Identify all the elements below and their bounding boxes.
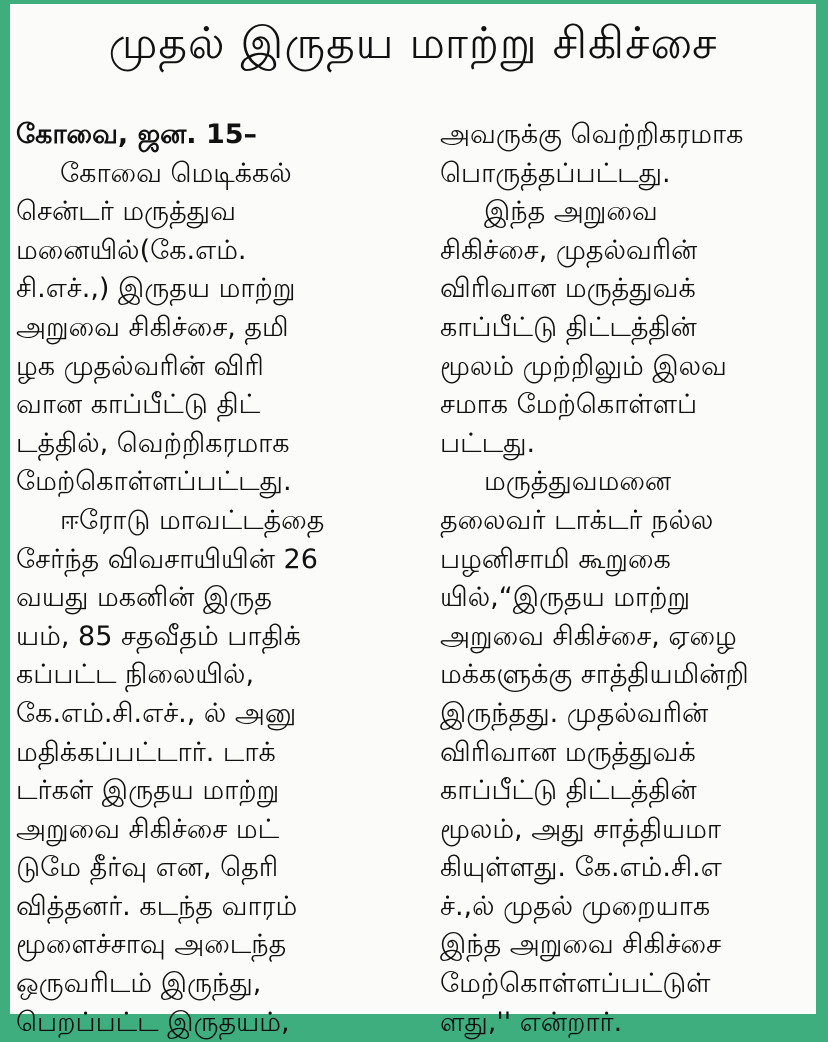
article-line: டர்கள் இருதய மாற்று bbox=[16, 775, 280, 807]
headline: முதல் இருதய மாற்று சிகிச்சை bbox=[108, 18, 718, 69]
article-line: விரிவான மருத்துவக் bbox=[440, 736, 696, 768]
article-line: சி.எச்.,) இருதய மாற்று bbox=[16, 273, 296, 305]
article-line: டத்தில், வெற்றிகரமாக bbox=[16, 427, 290, 459]
article-line: காப்பீட்டு திட்டத்தின் bbox=[440, 775, 697, 807]
article-line: ழக முதல்வரின் விரி bbox=[16, 350, 264, 382]
article-line: இந்த அறுவை bbox=[484, 196, 658, 228]
article-line: மேற்கொள்ளப்பட்டது. bbox=[16, 466, 292, 498]
article-line: அவருக்கு வெற்றிகரமாக bbox=[440, 119, 744, 150]
article-line: பட்டது. bbox=[440, 427, 536, 459]
article-line: இந்த அறுவை சிகிச்சை bbox=[440, 929, 722, 961]
article-line: மூலம், அது சாத்தியமா bbox=[440, 813, 721, 845]
newspaper-clipping bbox=[10, 4, 816, 1038]
article-line: காப்பீட்டு திட்டத்தின் bbox=[440, 311, 697, 343]
article-line: கியுள்ளது. கே.எம்.சி.எ bbox=[440, 852, 722, 884]
article-line: இருந்தது. முதல்வரின் bbox=[440, 697, 709, 729]
article-line: கோவை மெடிக்கல் bbox=[60, 157, 292, 189]
article-line: பழனிசாமி கூறுகை bbox=[440, 543, 671, 575]
article-line: கே.எம்.சி.எச்., ல் அனு bbox=[16, 697, 297, 729]
article-line: அறுவை சிகிச்சை, தமி bbox=[16, 311, 289, 343]
article-line: பொருத்தப்பட்டது. bbox=[440, 157, 671, 189]
article-line: அறுவை சிகிச்சை மட் bbox=[16, 813, 280, 845]
article-line: மருத்துவமனை bbox=[484, 466, 672, 498]
dateline: கோவை, ஜன. 15– bbox=[16, 119, 258, 150]
article-line: டுமே தீர்வு என, தெரி bbox=[16, 852, 279, 884]
article-line: மேற்கொள்ளப்பட்டுள் bbox=[440, 968, 711, 1000]
article-line: மூலம் முற்றிலும் இலவ bbox=[440, 350, 727, 382]
article-column-right bbox=[440, 116, 820, 1042]
article-line: மனையில்(கே.எம். bbox=[16, 234, 247, 266]
article-line: விரிவான மருத்துவக் bbox=[440, 273, 696, 305]
article-line: மதிக்கப்பட்டார். டாக் bbox=[16, 736, 276, 768]
article-line: வான காப்பீட்டு திட் bbox=[16, 389, 261, 421]
article-line: மூளைச்சாவு அடைந்த bbox=[16, 929, 287, 961]
article-line: பெறப்பட்ட இருதயம், bbox=[16, 1006, 290, 1038]
article-line: ஒருவரிடம் இருந்து, bbox=[16, 968, 262, 1000]
article-line: சேர்ந்த விவசாயியின் 26 bbox=[16, 543, 318, 575]
article-line: ஈரோடு மாவட்டத்தை bbox=[60, 504, 325, 536]
article-line: சென்டர் மருத்துவ bbox=[16, 196, 236, 228]
article-line: யில்,“இருதய மாற்று bbox=[440, 582, 691, 614]
article-line: மக்களுக்கு சாத்தியமின்றி bbox=[440, 659, 749, 691]
article-line: வயது மகனின் இருத bbox=[16, 582, 272, 614]
article-line: ச்.,ல் முதல் முறையாக bbox=[440, 890, 711, 922]
article-line: அறுவை சிகிச்சை, ஏழை bbox=[440, 620, 737, 652]
article-line: யம், 85 சதவீதம் பாதிக் bbox=[16, 620, 301, 652]
article-line: தலைவர் டாக்டர் நல்ல bbox=[440, 504, 714, 536]
article-line: சிகிச்சை, முதல்வரின் bbox=[440, 234, 698, 266]
article-line: கப்பட்ட நிலையில், bbox=[16, 659, 255, 691]
article-line: வித்தனர். கடந்த வாரம் bbox=[16, 890, 298, 922]
article-line: சமாக மேற்கொள்ளப் bbox=[440, 389, 698, 421]
article-column-left bbox=[16, 116, 411, 1042]
article-line: ளது,'' என்றார். bbox=[440, 1006, 623, 1038]
